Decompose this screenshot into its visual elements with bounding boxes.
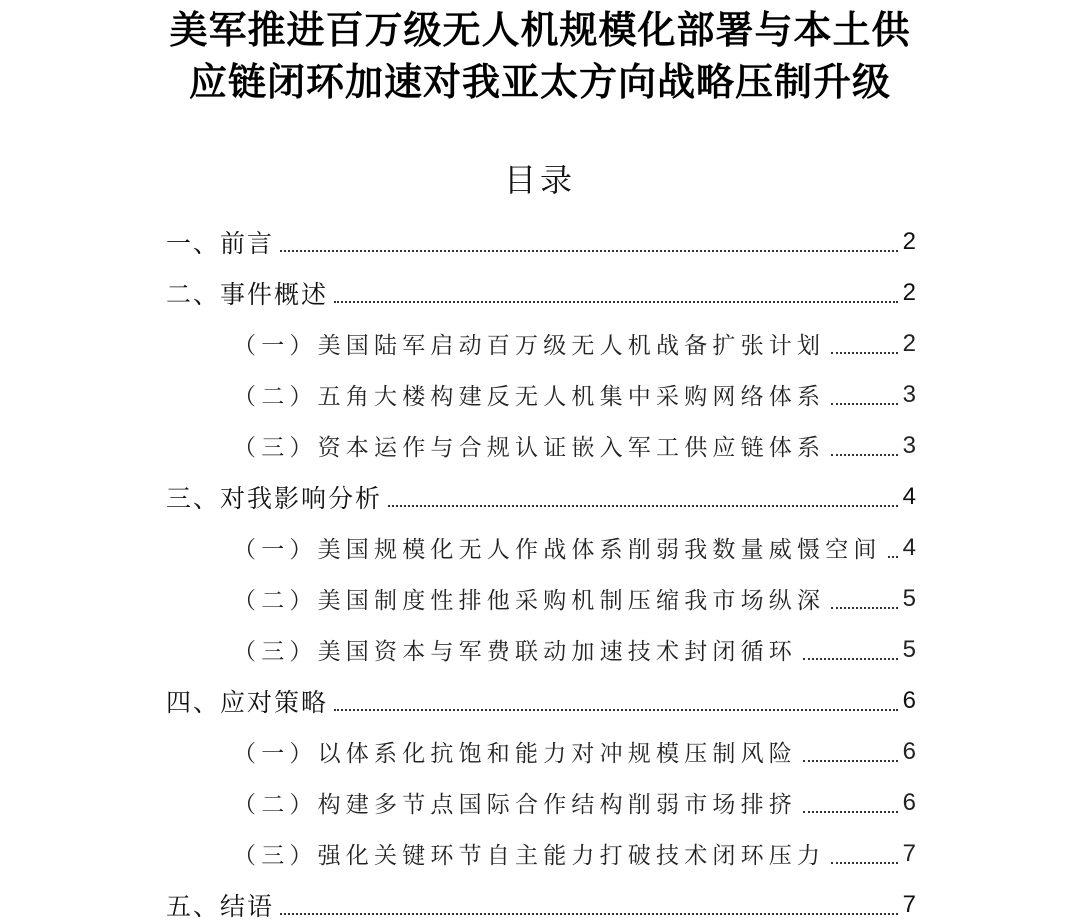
toc-dot-leader <box>280 913 898 915</box>
toc-section[interactable] <box>0 675 916 726</box>
toc-page-number: 6 <box>902 737 916 765</box>
toc-entry-label: 五、结语 <box>166 891 275 920</box>
toc-page-number: 4 <box>902 482 916 510</box>
toc-dot-leader <box>803 811 898 813</box>
toc-entry-label: （三）资本运作与合规认证嵌入军工供应链体系 <box>233 435 826 461</box>
toc-page-number: 4 <box>902 533 916 561</box>
toc-dot-leader <box>831 352 898 354</box>
toc-subsection[interactable] <box>0 777 916 828</box>
toc-page-number: 7 <box>902 890 916 918</box>
toc-dot-leader <box>831 607 898 609</box>
toc-entry-label: 一、前言 <box>166 228 275 258</box>
toc-subsection[interactable] <box>0 369 916 420</box>
toc-entry-label: （二）五角大楼构建反无人机集中采购网络体系 <box>233 384 826 410</box>
toc-dot-leader <box>334 301 898 303</box>
toc-entry-label: 四、应对策略 <box>166 687 329 717</box>
toc-entry-label: （三）强化关键环节自主能力打破技术闭环压力 <box>233 843 826 869</box>
toc-page-number: 6 <box>902 788 916 816</box>
toc-entry-label: （二）构建多节点国际合作结构削弱市场排挤 <box>233 792 797 818</box>
toc-entry-label: 二、事件概述 <box>166 279 329 309</box>
toc-dot-leader <box>803 760 898 762</box>
toc-page-number: 5 <box>902 635 916 663</box>
toc-dot-leader <box>803 658 898 660</box>
toc-page-number: 7 <box>902 839 916 867</box>
toc-page-number: 3 <box>902 380 916 408</box>
toc-dot-leader <box>334 709 898 711</box>
toc-heading: 目录 <box>503 161 576 199</box>
toc-page-number: 2 <box>902 227 916 255</box>
toc-entry-label: （二）美国制度性排他采购机制压缩我市场纵深 <box>233 588 826 614</box>
toc-subsection[interactable] <box>0 828 916 879</box>
toc-entry-label: （一）以体系化抗饱和能力对冲规模压制风险 <box>233 741 797 767</box>
toc-page-number: 2 <box>902 329 916 357</box>
toc-dot-leader <box>888 556 898 558</box>
toc-section[interactable] <box>0 879 916 920</box>
toc-entry-label: （三）美国资本与军费联动加速技术封闭循环 <box>233 639 797 665</box>
toc-entry-label: （一）美国陆军启动百万级无人机战备扩张计划 <box>233 333 826 359</box>
document-title: 美军推进百万级无人机规模化部署与本土供应链闭环加速对我亚太方向战略压制升级 <box>169 7 911 104</box>
toc-subsection[interactable] <box>0 420 916 471</box>
toc-subsection[interactable] <box>0 573 916 624</box>
toc-entry-label: （一）美国规模化无人作战体系削弱我数量威慑空间 <box>233 537 882 563</box>
toc-page-number: 2 <box>902 278 916 306</box>
toc-section[interactable] <box>0 471 916 522</box>
toc-dot-leader <box>388 505 898 507</box>
toc-dot-leader <box>831 862 898 864</box>
toc-page-number: 3 <box>902 431 916 459</box>
toc-dot-leader <box>831 454 898 456</box>
toc-subsection[interactable] <box>0 624 916 675</box>
table-of-contents <box>0 216 1080 920</box>
toc-section[interactable] <box>0 267 916 318</box>
toc-subsection[interactable] <box>0 318 916 369</box>
toc-section[interactable] <box>0 216 916 267</box>
toc-page-number: 6 <box>902 686 916 714</box>
toc-subsection[interactable] <box>0 522 916 573</box>
toc-subsection[interactable] <box>0 726 916 777</box>
toc-entry-label: 三、对我影响分析 <box>166 483 383 513</box>
toc-dot-leader <box>831 403 898 405</box>
toc-dot-leader <box>280 250 898 252</box>
toc-page-number: 5 <box>902 584 916 612</box>
